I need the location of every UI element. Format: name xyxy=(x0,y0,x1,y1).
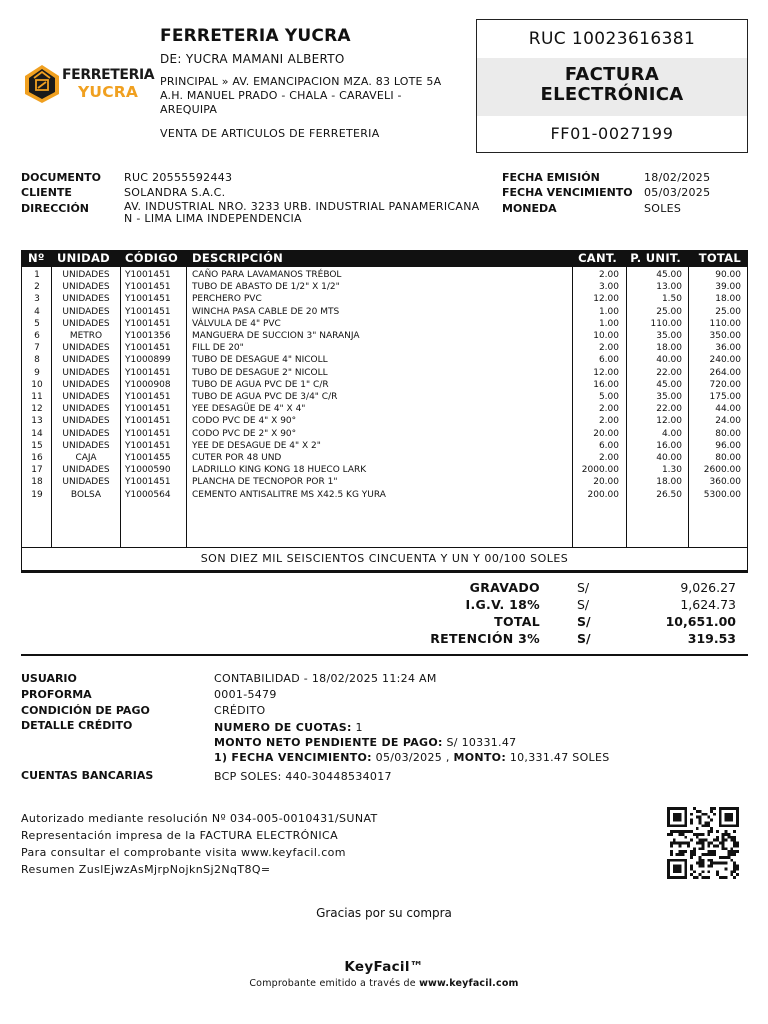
table-row xyxy=(22,452,747,464)
powered-by xyxy=(0,978,768,989)
row-total: 80.00 xyxy=(715,428,741,439)
row-codigo: Y1001451 xyxy=(125,367,171,378)
table-row xyxy=(22,367,747,379)
powered-by-text: Comprobante emitido a través de xyxy=(249,978,416,989)
row-total: 720.00 xyxy=(709,379,741,390)
row-number: 7 xyxy=(34,343,40,354)
row-codigo: Y1001451 xyxy=(125,428,171,439)
document-type-line: ELECTRÓNICA xyxy=(540,84,684,105)
monto-label: MONTO: xyxy=(453,751,507,764)
table-row xyxy=(22,464,747,476)
row-descripcion: TUBO DE DESAGUE 2" NICOLL xyxy=(192,367,328,378)
row-cant: 2.00 xyxy=(598,404,619,415)
row-number: 16 xyxy=(31,453,43,463)
header-total: TOTAL xyxy=(698,251,741,265)
row-unidad: UNIDADES xyxy=(62,465,110,476)
fecha-emision-label: FECHA EMISIÓN xyxy=(502,171,600,184)
issuer-ruc: RUC 10023616381 xyxy=(528,29,696,49)
row-number: 14 xyxy=(31,428,43,439)
header-cant: CANT. xyxy=(578,251,617,265)
row-codigo: Y1001356 xyxy=(125,331,171,341)
header-codigo: CÓDIGO xyxy=(125,251,179,265)
table-row xyxy=(22,330,747,342)
documento-label: DOCUMENTO xyxy=(21,171,102,184)
document-id-box xyxy=(476,19,748,153)
items-table xyxy=(21,250,748,548)
row-number: 12 xyxy=(31,404,43,415)
row-descripcion: CODO PVC DE 4" X 90° xyxy=(192,416,297,427)
row-unidad: UNIDADES xyxy=(62,379,110,390)
document-dates xyxy=(502,170,752,230)
row-unidad: UNIDADES xyxy=(62,440,110,451)
row-cant: 20.00 xyxy=(593,428,619,439)
table-row xyxy=(22,318,747,330)
header-unidad: UNIDAD xyxy=(57,251,111,265)
row-codigo: Y1001455 xyxy=(125,453,171,463)
row-descripcion: FILL DE 20" xyxy=(192,343,244,354)
row-total: 80.00 xyxy=(715,453,741,463)
row-total: 175.00 xyxy=(709,392,741,402)
pendiente-line xyxy=(214,736,516,749)
usuario-value: CONTABILIDAD - 18/02/2025 11:24 AM xyxy=(214,672,437,685)
documento-value: RUC 20555592443 xyxy=(124,171,233,184)
table-row xyxy=(22,489,747,501)
cliente-label: CLIENTE xyxy=(21,186,72,199)
amount-in-words: SON DIEZ MIL SEISCIENTOS CINCUENTA Y UN Y 00/100 SOLES xyxy=(21,548,748,571)
row-unidad: UNIDADES xyxy=(62,477,110,488)
logo-text-yucra: YUCRA xyxy=(78,83,139,101)
retencion-label: RETENCIÓN 3% xyxy=(430,631,540,646)
row-cant: 1.00 xyxy=(598,318,619,329)
row-total: 36.00 xyxy=(715,343,741,354)
direccion-value: AV. INDUSTRIAL NRO. 3233 URB. INDUSTRIAL PANAMERICANA xyxy=(124,200,480,213)
row-descripcion: PERCHERO PVC xyxy=(192,294,262,305)
row-number: 15 xyxy=(31,440,43,451)
row-descripcion: CAÑO PARA LAVAMANOS TRÉBOL xyxy=(192,270,342,280)
direccion-value-cont: N - LIMA LIMA INDEPENDENCIA xyxy=(124,212,302,225)
total-label: TOTAL xyxy=(494,614,540,629)
document-number: FF01-0027199 xyxy=(550,124,674,143)
row-punit: 22.00 xyxy=(656,404,682,415)
row-codigo: Y1000908 xyxy=(125,379,171,390)
row-total: 2600.00 xyxy=(703,465,741,476)
row-punit: 40.00 xyxy=(656,453,682,463)
row-punit: 26.50 xyxy=(656,489,682,500)
keyfacil-brand: KeyFacil™ xyxy=(344,959,424,975)
row-total: 5300.00 xyxy=(703,489,741,500)
usuario-label: USUARIO xyxy=(21,672,77,685)
legal-line: Autorizado mediante resolución Nº 034-005-0010431/SUNAT xyxy=(21,812,378,825)
header-descripcion: DESCRIPCIÓN xyxy=(192,251,284,265)
legal-line: Representación impresa de la FACTURA ELECTRÓNICA xyxy=(21,829,339,842)
cliente-value: SOLANDRA S.A.C. xyxy=(124,186,226,199)
vencimiento-line xyxy=(214,751,610,764)
row-punit: 18.00 xyxy=(656,343,682,354)
row-total: 240.00 xyxy=(709,355,741,366)
row-punit: 25.00 xyxy=(656,306,682,317)
currency-symbol: S/ xyxy=(577,631,591,646)
row-cant: 12.00 xyxy=(593,294,619,305)
condicion-pago-label: CONDICIÓN DE PAGO xyxy=(21,704,150,717)
retencion-row xyxy=(21,631,748,648)
row-codigo: Y1001451 xyxy=(125,392,171,402)
row-total: 360.00 xyxy=(709,477,741,488)
table-row xyxy=(22,391,747,403)
table-row xyxy=(22,415,747,427)
currency-symbol: S/ xyxy=(577,597,590,612)
row-cant: 12.00 xyxy=(593,367,619,378)
gravado-label: GRAVADO xyxy=(469,580,540,595)
table-row xyxy=(22,281,747,293)
row-descripcion: TUBO DE AGUA PVC DE 1" C/R xyxy=(192,379,329,390)
row-number: 3 xyxy=(34,294,40,305)
ferreteria-logo-icon xyxy=(24,64,60,104)
row-number: 5 xyxy=(34,318,40,329)
row-descripcion: CEMENTO ANTISALITRE MS X42.5 KG YURA xyxy=(192,489,386,500)
row-codigo: Y1001451 xyxy=(125,282,171,293)
row-descripcion: VÁLVULA DE 4" PVC xyxy=(192,318,281,329)
row-number: 2 xyxy=(34,282,40,293)
totals-block xyxy=(21,571,748,656)
row-number: 10 xyxy=(31,379,43,390)
client-info xyxy=(21,170,501,230)
row-codigo: Y1001451 xyxy=(125,416,171,427)
row-number: 9 xyxy=(34,367,40,378)
row-codigo: Y1000590 xyxy=(125,465,171,476)
row-unidad: BOLSA xyxy=(70,489,102,500)
row-punit: 1.50 xyxy=(661,294,682,305)
company-address-line: A.H. MANUEL PRADO - CHALA - CARAVELI - xyxy=(160,89,402,102)
row-total: 18.00 xyxy=(715,294,741,305)
document-type xyxy=(477,58,747,116)
row-cant: 20.00 xyxy=(593,477,619,488)
row-cant: 3.00 xyxy=(598,282,619,293)
row-total: 96.00 xyxy=(715,440,741,451)
gravado-row xyxy=(21,580,748,597)
row-cant: 10.00 xyxy=(593,331,619,341)
row-descripcion: CUTER POR 48 UND xyxy=(192,453,282,463)
row-codigo: Y1001451 xyxy=(125,294,171,305)
row-punit: 35.00 xyxy=(656,331,682,341)
retencion-value: 319.53 xyxy=(687,631,736,646)
total-value: 10,651.00 xyxy=(665,614,736,629)
row-punit: 45.00 xyxy=(656,270,682,280)
moneda-label: MONEDA xyxy=(502,202,557,215)
row-punit: 40.00 xyxy=(656,355,682,366)
row-unidad: CAJA xyxy=(75,453,97,463)
table-row xyxy=(22,379,747,391)
row-descripcion: TUBO DE AGUA PVC DE 3/4" C/R xyxy=(192,392,338,402)
row-codigo: Y1001451 xyxy=(125,306,171,317)
igv-value: 1,624.73 xyxy=(680,597,736,612)
legal-notice xyxy=(21,810,378,878)
table-row xyxy=(22,440,747,452)
row-punit: 22.00 xyxy=(656,367,682,378)
row-number: 6 xyxy=(34,331,40,341)
vencimiento-value: 05/03/2025 , xyxy=(375,751,450,764)
document-type-line: FACTURA xyxy=(564,64,660,85)
qr-code-icon xyxy=(666,807,740,879)
row-number: 13 xyxy=(31,416,43,427)
row-cant: 2.00 xyxy=(598,343,619,354)
row-total: 110.00 xyxy=(709,318,741,329)
direccion-label: DIRECCIÓN xyxy=(21,202,90,215)
row-codigo: Y1001451 xyxy=(125,440,171,451)
cuotas-line xyxy=(214,721,363,734)
row-punit: 12.00 xyxy=(656,416,682,427)
row-total: 90.00 xyxy=(715,270,741,280)
row-cant: 6.00 xyxy=(598,355,619,366)
row-descripcion: WINCHA PASA CABLE DE 20 MTS xyxy=(192,306,340,317)
row-cant: 2.00 xyxy=(598,453,619,463)
row-number: 1 xyxy=(34,270,40,280)
row-total: 350.00 xyxy=(709,331,741,341)
condicion-pago-value: CRÉDITO xyxy=(214,704,266,717)
row-unidad: UNIDADES xyxy=(62,416,110,427)
row-cant: 16.00 xyxy=(593,379,619,390)
cuentas-bancarias-label: CUENTAS BANCARIAS xyxy=(21,769,154,782)
row-descripcion: MANGUERA DE SUCCION 3" NARANJA xyxy=(192,331,360,341)
row-codigo: Y1001451 xyxy=(125,404,171,415)
row-descripcion: PLANCHA DE TECNOPOR POR 1" xyxy=(192,477,338,488)
row-number: 17 xyxy=(31,465,43,476)
row-codigo: Y1001451 xyxy=(125,477,171,488)
row-unidad: UNIDADES xyxy=(62,318,110,329)
detalle-credito-label: DETALLE CRÉDITO xyxy=(21,719,133,732)
row-codigo: Y1001451 xyxy=(125,343,171,354)
total-row xyxy=(21,614,748,631)
row-cant: 6.00 xyxy=(598,440,619,451)
table-row xyxy=(22,403,747,415)
row-cant: 2.00 xyxy=(598,416,619,427)
pendiente-value: S/ 10331.47 xyxy=(446,736,517,749)
row-cant: 2000.00 xyxy=(581,465,619,476)
row-punit: 45.00 xyxy=(656,379,682,390)
cuotas-value: 1 xyxy=(355,721,363,734)
table-row xyxy=(22,269,747,281)
fecha-vencimiento-label: FECHA VENCIMIENTO xyxy=(502,186,633,199)
row-unidad: UNIDADES xyxy=(62,355,110,366)
cuotas-label: NUMERO DE CUOTAS: xyxy=(214,721,352,734)
igv-label: I.G.V. 18% xyxy=(465,597,540,612)
row-unidad: UNIDADES xyxy=(62,392,110,402)
row-descripcion: TUBO DE ABASTO DE 1/2" X 1/2" xyxy=(192,282,340,293)
row-number: 11 xyxy=(31,392,43,402)
row-unidad: METRO xyxy=(69,331,103,341)
vencimiento-label: 1) FECHA VENCIMIENTO: xyxy=(214,751,372,764)
igv-row xyxy=(21,597,748,614)
fecha-vencimiento-value: 05/03/2025 xyxy=(644,186,711,199)
row-unidad: UNIDADES xyxy=(62,343,110,354)
table-row xyxy=(22,306,747,318)
row-number: 19 xyxy=(31,489,43,500)
header-punit: P. UNIT. xyxy=(630,251,681,265)
row-unidad: UNIDADES xyxy=(62,306,110,317)
row-cant: 200.00 xyxy=(587,489,619,500)
row-descripcion: TUBO DE DESAGUE 4" NICOLL xyxy=(192,355,328,366)
row-unidad: UNIDADES xyxy=(62,294,110,305)
pendiente-label: MONTO NETO PENDIENTE DE PAGO: xyxy=(214,736,443,749)
company-logo xyxy=(24,64,155,108)
gravado-value: 9,026.27 xyxy=(680,580,736,595)
row-number: 18 xyxy=(31,477,43,488)
legal-line: Para consultar el comprobante visita www.keyfacil.com xyxy=(21,846,346,859)
row-descripcion: LADRILLO KING KONG 18 HUECO LARK xyxy=(192,465,367,476)
items-table-header xyxy=(22,250,747,267)
company-address-line: AREQUIPA xyxy=(160,103,218,116)
table-row xyxy=(22,293,747,305)
row-unidad: UNIDADES xyxy=(62,282,110,293)
row-unidad: UNIDADES xyxy=(62,270,110,280)
row-unidad: UNIDADES xyxy=(62,367,110,378)
table-row xyxy=(22,428,747,440)
proforma-label: PROFORMA xyxy=(21,688,92,701)
row-cant: 2.00 xyxy=(598,270,619,280)
row-punit: 110.00 xyxy=(650,318,682,329)
table-row xyxy=(22,354,747,366)
row-total: 25.00 xyxy=(715,306,741,317)
row-number: 8 xyxy=(34,355,40,366)
row-unidad: UNIDADES xyxy=(62,404,110,415)
row-codigo: Y1001451 xyxy=(125,270,171,280)
row-total: 24.00 xyxy=(715,416,741,427)
row-total: 39.00 xyxy=(715,282,741,293)
company-activity: VENTA DE ARTICULOS DE FERRETERIA xyxy=(160,127,380,140)
monto-value: 10,331.47 SOLES xyxy=(509,751,610,764)
row-punit: 13.00 xyxy=(656,282,682,293)
row-cant: 1.00 xyxy=(598,306,619,317)
row-total: 44.00 xyxy=(715,404,741,415)
header-n: Nº xyxy=(28,251,45,265)
row-punit: 16.00 xyxy=(656,440,682,451)
moneda-value: SOLES xyxy=(644,202,682,215)
currency-symbol: S/ xyxy=(577,614,591,629)
powered-by-link[interactable]: www.keyfacil.com xyxy=(419,978,519,989)
currency-symbol: S/ xyxy=(577,580,590,595)
row-codigo: Y1000899 xyxy=(125,355,171,366)
company-address-line: PRINCIPAL » AV. EMANCIPACION MZA. 83 LOTE 5A xyxy=(160,75,442,88)
row-codigo: Y1000564 xyxy=(125,489,171,500)
row-descripcion: YEE DE DESAGUE DE 4" X 2" xyxy=(192,440,321,451)
table-row xyxy=(22,476,747,488)
row-punit: 35.00 xyxy=(656,392,682,402)
row-codigo: Y1001451 xyxy=(125,318,171,329)
row-unidad: UNIDADES xyxy=(62,428,110,439)
row-punit: 1.30 xyxy=(661,465,682,476)
row-number: 4 xyxy=(34,306,40,317)
legal-line: Resumen ZuslEjwzAsMjrpNojknSj2NqT8Q= xyxy=(21,863,271,876)
company-name: FERRETERIA YUCRA xyxy=(160,26,351,46)
thanks-message: Gracias por su compra xyxy=(316,906,452,920)
row-punit: 18.00 xyxy=(656,477,682,488)
company-info xyxy=(160,26,470,140)
row-descripcion: YEE DESAGÜE DE 4" X 4" xyxy=(192,404,306,415)
cuentas-bancarias-value: BCP SOLES: 440-30448534017 xyxy=(214,770,392,783)
fecha-emision-value: 18/02/2025 xyxy=(644,171,711,184)
company-owner: DE: YUCRA MAMANI ALBERTO xyxy=(160,52,345,66)
row-punit: 4.00 xyxy=(661,428,682,439)
row-descripcion: CODO PVC DE 2" X 90° xyxy=(192,428,297,439)
row-cant: 5.00 xyxy=(598,392,619,402)
logo-text-ferreteria: FERRETERIA xyxy=(62,67,155,83)
company-address xyxy=(160,75,470,117)
table-row xyxy=(22,342,747,354)
row-total: 264.00 xyxy=(709,367,741,378)
proforma-value: 0001-5479 xyxy=(214,688,277,701)
